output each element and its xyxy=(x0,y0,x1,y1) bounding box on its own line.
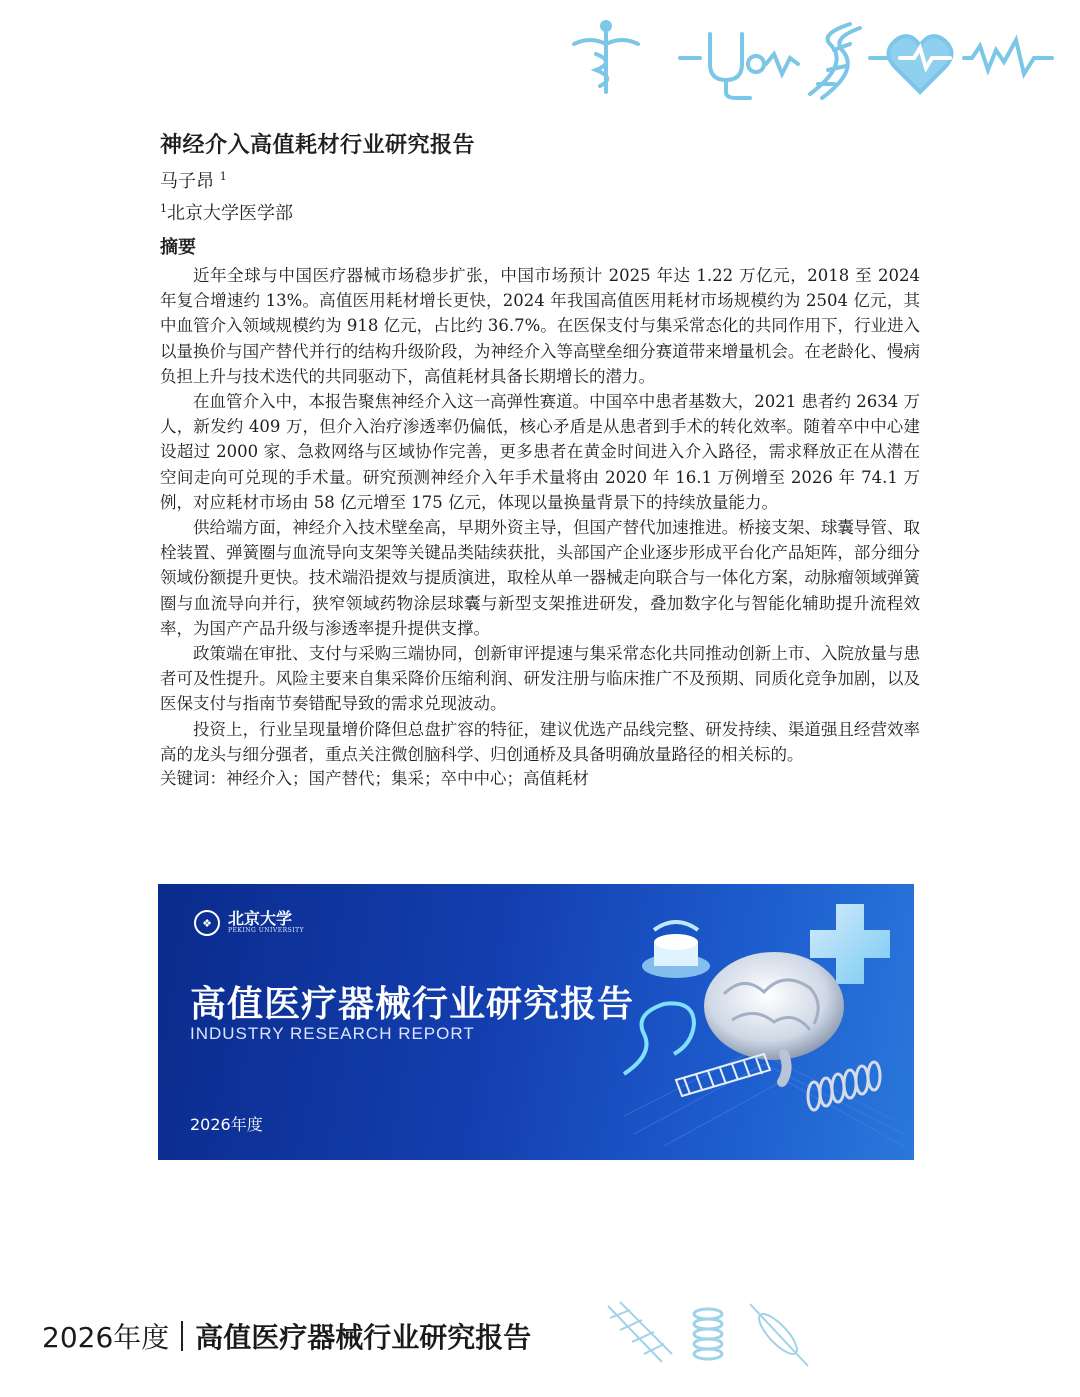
footer-year: 2026年度 xyxy=(42,1321,170,1354)
article-title: 神经介入高值耗材行业研究报告 xyxy=(160,132,476,158)
author-name: 马子昂 xyxy=(160,171,214,192)
brain-icon xyxy=(704,952,844,1082)
abstract-paragraph: 近年全球与中国医疗器械市场稳步扩张，中国市场预计 2025 年达 1.22 万亿元，2018 至 2024 年复合增速约 13%。高值医用耗材增长更快，2024 年我国高值医用耗材市场规模约为 2504 亿元，其中血管介入领域规模约为 918 亿元，占比约 36.7%。在医保支付与集采常态化的共同作用下，行业进入以量换价与国产替代并行的结构升级阶段，为神经介入等高壁垒细分赛道带来增量机会。在老龄化、慢病负担上升与技术迭代的共同驱动下，高值耗材具备长期增长的潜力。 xyxy=(160,266,920,386)
author-superscript: 1 xyxy=(219,170,227,183)
abstract-heading: 摘要 xyxy=(160,237,196,258)
coil-spring-icon xyxy=(694,1309,722,1359)
footer xyxy=(42,1316,531,1356)
platform-grid xyxy=(624,1050,904,1146)
medical-decoration xyxy=(560,14,1060,104)
balloon-catheter-icon xyxy=(750,1304,808,1366)
footer-title: 高值医疗器械行业研究报告 xyxy=(195,1321,532,1354)
author-line xyxy=(160,167,920,193)
abstract-paragraph: 在血管介入中，本报告聚焦神经介入这一高弹性赛道。中国卒中患者基数大，2021 患者约 2634 万人，新发约 409 万，但介入治疗渗透率仍偏低，核心矛盾是从患者到手术的转化效率。随着卒中中心建设超过 2000 家、急救网络与区域协作完善，更多患者在黄金时间进入介入路径，需求释放正在从潜在空间走向可兑现的手术量。研究预测神经介入年手术量将由 2020 年 16.1 万例增至 2026 年 74.1 万例，对应耗材市场由 58 亿元增至 175 亿元，体现以量换量背景下的持续放量能力。 xyxy=(160,392,920,512)
abstract-paragraph: 投资上，行业呈现量增价降但总盘扩容的特征，建议优选产品线完整、研发持续、渠道强且经营效率高的龙头与细分强者，重点关注微创脑科学、归创通桥及具备明确放量路径的相关标的。 xyxy=(160,719,920,764)
banner-year: 2026年度 xyxy=(190,1115,263,1134)
logo-name-en: PEKING UNIVERSITY xyxy=(228,927,305,934)
banner-title: 高值医疗器械行业研究报告 xyxy=(190,984,635,1025)
footer-divider xyxy=(181,1321,183,1351)
heart-pulse-icon xyxy=(870,36,1052,92)
keywords: 神经介入；国产替代；集采；卒中中心；高值耗材 xyxy=(226,769,589,789)
abstract-paragraph: 政策端在审批、支付与采购三端协同，创新审评提速与集采常态化共同推动创新上市、入院放量与患者可及性提升。风险主要来自集采降价压缩利润、研发注册与临床推广不及预期、同质化竞争加剧，以及医保支付与指南节奏错配导致的需求兑现波动。 xyxy=(160,644,920,714)
stent-icon xyxy=(676,1054,770,1096)
banner-subtitle: INDUSTRY RESEARCH REPORT xyxy=(190,1024,475,1043)
device-pedestal-icon xyxy=(642,922,710,978)
abstract-paragraph: 供给端方面，神经介入技术壁垒高，早期外资主导，但国产替代加速推进。桥接支架、球囊导管、取栓装置、弹簧圈与血流导向支架等关键品类陆续获批，头部国产企业逐步形成平台化产品矩阵，部分细分领域份额提升更快。技术端沿提效与提质演进，取栓从单一器械走向联合与一体化方案，动脉瘤领域弹簧圈与血流导向并行，狭窄领域药物涂层球囊与新型支架推进研发，叠加数字化与智能化辅助提升流程效率，为国产产品升级与渗透率提升提供支撑。 xyxy=(160,518,920,638)
dna-icon xyxy=(810,24,860,98)
affiliation: 北京大学医学部 xyxy=(167,203,293,224)
university-seal-icon: ❖ xyxy=(194,910,220,936)
keywords-label: 关键词： xyxy=(160,769,226,789)
stent-icon xyxy=(608,1302,672,1362)
medical-devices-illustration xyxy=(614,884,914,1160)
university-logo xyxy=(194,910,304,936)
affiliation-superscript: 1 xyxy=(160,202,167,215)
affiliation-line xyxy=(160,199,920,225)
stethoscope-icon xyxy=(680,34,798,98)
caduceus-icon xyxy=(574,22,638,92)
catheter-icon xyxy=(624,1003,694,1074)
report-banner xyxy=(158,884,914,1160)
footer-devices-decoration xyxy=(600,1296,820,1374)
coil-spring-icon xyxy=(808,1062,880,1110)
article xyxy=(160,128,920,791)
logo-name: 北京大学 xyxy=(228,909,293,928)
keywords-line xyxy=(160,767,920,791)
